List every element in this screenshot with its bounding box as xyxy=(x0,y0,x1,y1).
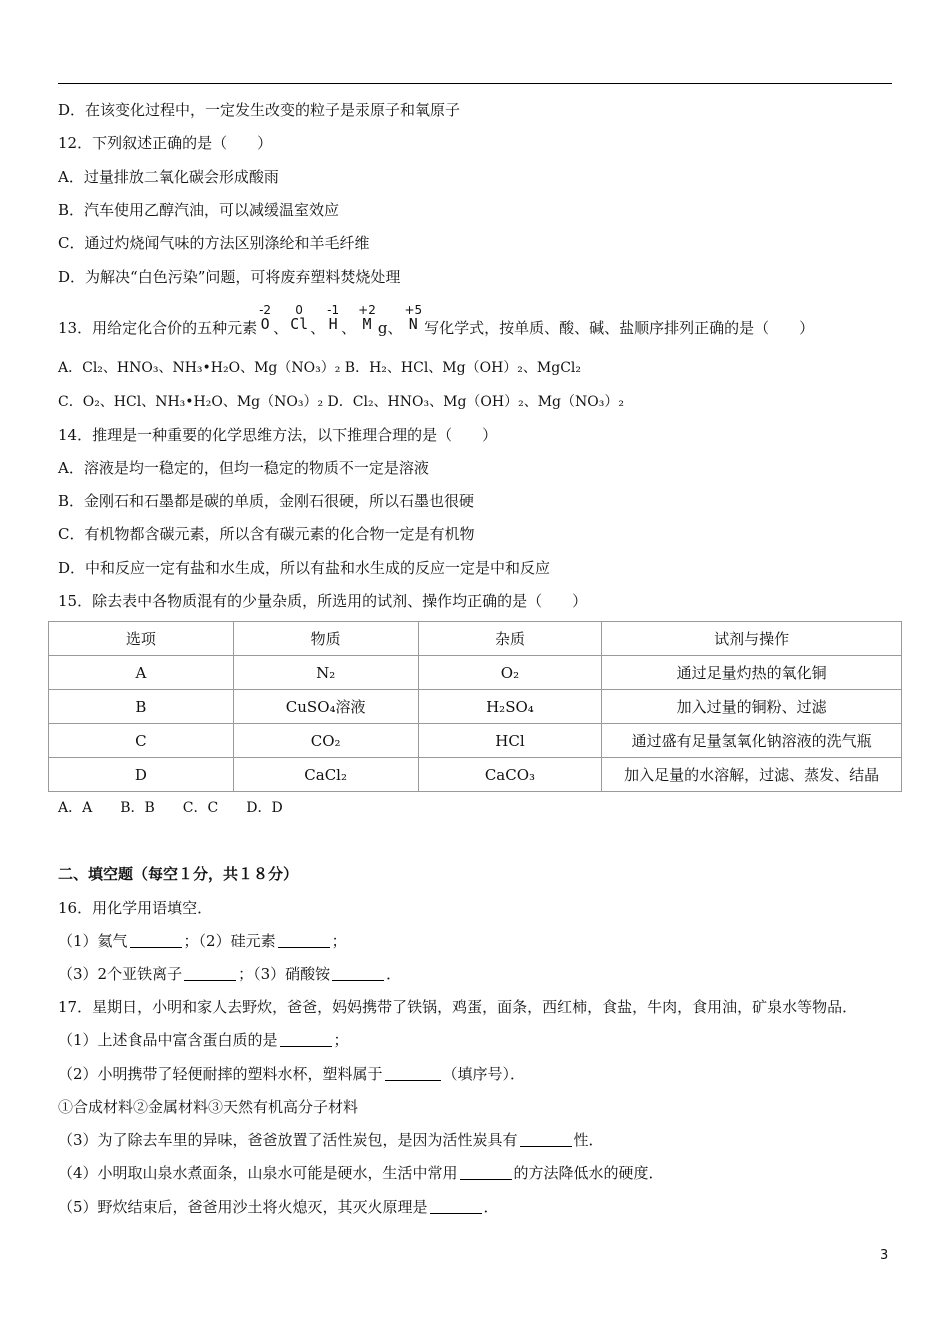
table-header-row xyxy=(49,622,902,656)
section-2-title: 二、填空题（每空１分，共１８分） xyxy=(58,865,299,883)
answer-blank[interactable] xyxy=(130,933,182,948)
table-cell: HCl xyxy=(418,724,602,758)
table-cell: 加入足量的水溶解，过滤、蒸发、结晶 xyxy=(602,758,902,792)
table-cell: 通过盛有足量氢氧化钠溶液的洗气瓶 xyxy=(602,724,902,758)
q15-table xyxy=(48,621,902,792)
q11-option-d: D．在该变化过程中，一定发生改变的粒子是汞原子和氧原子 xyxy=(58,101,461,119)
valence-n: +5 N xyxy=(404,303,423,333)
q14-option-b: B．金刚石和石墨都是碳的单质，金刚石很硬，所以石墨也很硬 xyxy=(58,492,475,510)
q14-option-a: A．溶液是均一稳定的，但均一稳定的物质不一定是溶液 xyxy=(58,459,429,477)
answer-blank[interactable] xyxy=(280,1032,332,1047)
answer-blank[interactable] xyxy=(385,1066,441,1081)
table-header-cell: 物质 xyxy=(233,622,418,656)
q17-part-4: （4）小明取山泉水煮面条，山泉水可能是硬水，生活中常用 的方法降低水的硬度． xyxy=(58,1164,664,1182)
table-cell: 加入过量的铜粉、过滤 xyxy=(602,690,902,724)
q12-option-c: C．通过灼烧闻气味的方法区别涤纶和羊毛纤维 xyxy=(58,234,370,252)
q13-option-b: B．H₂、HCl、Mg（OH）₂、MgCl₂ xyxy=(344,360,581,376)
q15-options: A．A B．B C．C D．D xyxy=(58,800,283,816)
valence-mg: +2 M xyxy=(358,303,376,333)
q13-options-cd xyxy=(58,392,624,412)
header-rule xyxy=(58,83,892,84)
valence-o: -2 O xyxy=(259,303,272,333)
q16-part-1: （1）氦气 ；（2）硅元素 ； xyxy=(58,932,347,950)
q12-option-b: B．汽车使用乙醇汽油，可以减缓温室效应 xyxy=(58,201,340,219)
table-cell: CO₂ xyxy=(233,724,418,758)
q12-option-a: A．过量排放二氧化碳会形成酸雨 xyxy=(58,168,279,186)
table-cell: CaCl₂ xyxy=(233,758,418,792)
q17-part-3: （3）为了除去车里的异味，爸爸放置了活性炭包，是因为活性炭具有 性． xyxy=(58,1131,604,1149)
q16-stem: 16．用化学用语填空． xyxy=(58,899,213,917)
answer-blank[interactable] xyxy=(278,933,330,948)
answer-blank[interactable] xyxy=(184,966,236,981)
q16-part-3: （3）2个亚铁离子 ；（3）硝酸铵 ． xyxy=(58,965,402,983)
q12-option-d: D．为解决“白色污染”问题，可将废弃塑料焚烧处理 xyxy=(58,268,401,286)
table-cell: N₂ xyxy=(233,656,418,690)
table-header-cell: 杂质 xyxy=(418,622,602,656)
table-row xyxy=(49,758,902,792)
q13-stem: 13．用给定化合价的五种元素 -2 O 、 0 Cl 、 -1 H 、 +2 M g、 +5 N 写化学式，按单质、酸、碱、盐顺序排列正确的是（ ） xyxy=(58,303,815,337)
valence-cl: 0 Cl xyxy=(290,303,309,333)
q13-stem-suffix: 写化学式，按单质、酸、碱、盐顺序排列正确的是（ ） xyxy=(424,319,815,337)
q14-option-c: C．有机物都含碳元素，所以含有碳元素的化合物一定是有机物 xyxy=(58,525,475,543)
q15-stem: 15．除去表中各物质混有的少量杂质，所选用的试剂、操作均正确的是（ ） xyxy=(58,592,588,610)
table-cell: CuSO₄溶液 xyxy=(233,690,418,724)
q14-option-d: D．中和反应一定有盐和水生成，所以有盐和水生成的反应一定是中和反应 xyxy=(58,559,551,577)
q17-part-2: （2）小明携带了轻便耐摔的塑料水杯，塑料属于 （填序号）． xyxy=(58,1065,526,1083)
q13-option-d: D．Cl₂、HNO₃、Mg（OH）₂、Mg（NO₃）₂ xyxy=(327,394,624,410)
page-number: 3 xyxy=(880,1248,889,1263)
q17-stem: 17．星期日，小明和家人去野炊，爸爸，妈妈携带了铁锅，鸡蛋，面条，西红柿，食盐，牛肉，食用油，矿泉水等物品． xyxy=(58,998,858,1016)
answer-blank[interactable] xyxy=(520,1132,572,1147)
table-cell: H₂SO₄ xyxy=(418,690,602,724)
table-cell: B xyxy=(49,690,234,724)
q13-option-a: A．Cl₂、HNO₃、NH₃•H₂O、Mg（NO₃）₂ xyxy=(58,360,341,376)
table-cell: CaCO₃ xyxy=(418,758,602,792)
valence-h: -1 H xyxy=(327,303,340,333)
q12-stem: 12．下列叙述正确的是（ ） xyxy=(58,134,273,152)
answer-blank[interactable] xyxy=(332,966,384,981)
q13-stem-prefix: 13．用给定化合价的五种元素 xyxy=(58,319,258,337)
table-row xyxy=(49,690,902,724)
table-header-cell: 试剂与操作 xyxy=(602,622,902,656)
answer-blank[interactable] xyxy=(460,1165,512,1180)
table-cell: 通过足量灼热的氧化铜 xyxy=(602,656,902,690)
table-row xyxy=(49,724,902,758)
q13-options-ab xyxy=(58,358,581,378)
q17-choices: ①合成材料②金属材料③天然有机高分子材料 xyxy=(58,1098,359,1116)
table-cell: O₂ xyxy=(418,656,602,690)
q13-option-c: C．O₂、HCl、NH₃•H₂O、Mg（NO₃）₂ xyxy=(58,394,324,410)
table-cell: A xyxy=(49,656,234,690)
q14-stem: 14．推理是一种重要的化学思维方法，以下推理合理的是（ ） xyxy=(58,426,498,444)
answer-blank[interactable] xyxy=(430,1199,482,1214)
table-row xyxy=(49,656,902,690)
table-cell: D xyxy=(49,758,234,792)
table-cell: C xyxy=(49,724,234,758)
q17-part-5: （5）野炊结束后，爸爸用沙土将火熄灭，其灭火原理是 ． xyxy=(58,1198,499,1216)
q17-part-1: （1）上述食品中富含蛋白质的是 ； xyxy=(58,1031,349,1049)
table-header-cell: 选项 xyxy=(49,622,234,656)
